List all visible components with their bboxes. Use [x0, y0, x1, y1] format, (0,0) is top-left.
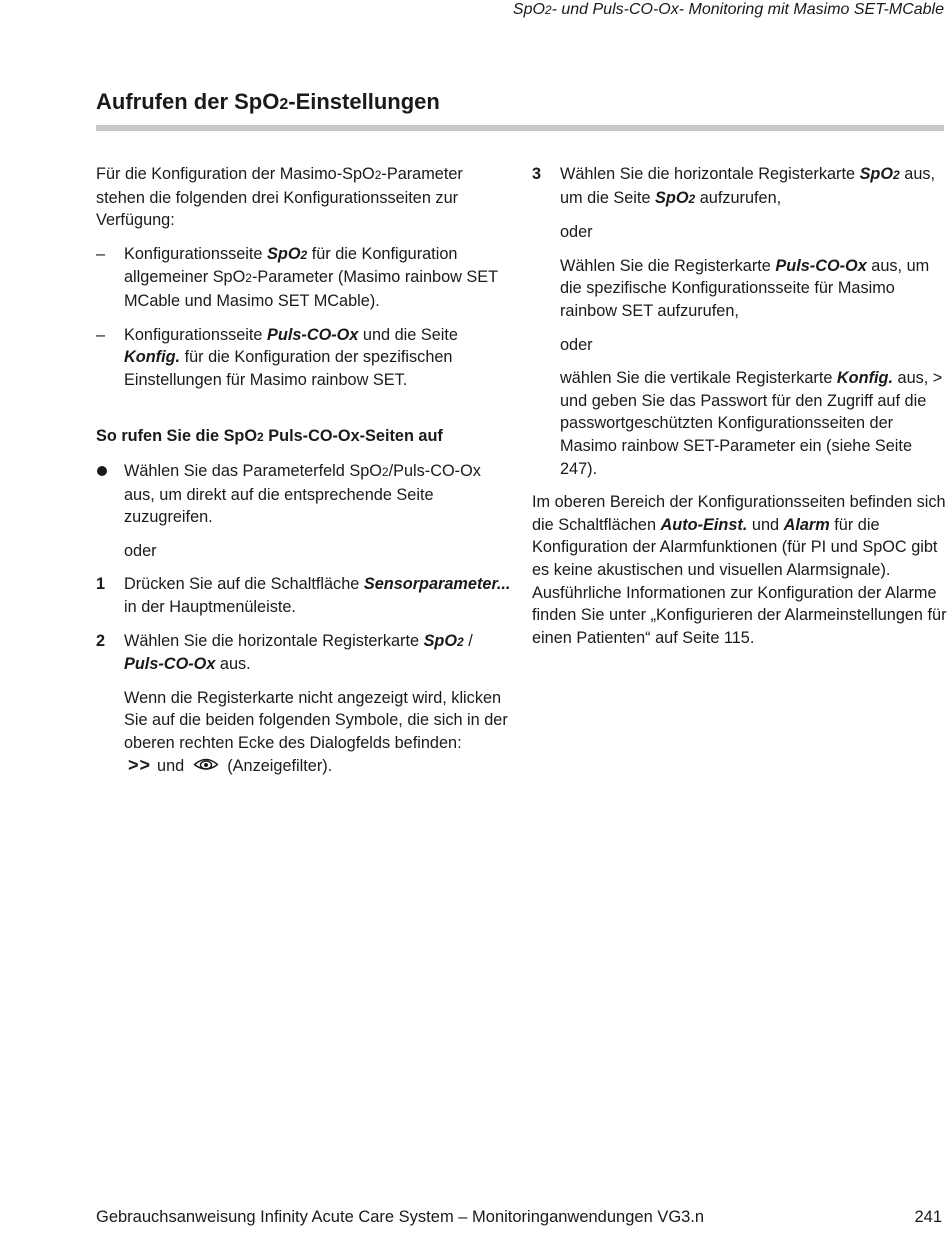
bullet-item: Wählen Sie das Parameterfeld SpO2/Puls-CO-Ox aus, um direkt auf die entsprechende Seite zuzugreifen.: [96, 460, 516, 529]
step-number: 1: [96, 575, 106, 594]
eye-icon: [193, 757, 219, 780]
section-title: Aufrufen der SpO2-Einstellungen: [96, 89, 440, 114]
title-rule: [96, 125, 944, 131]
footer-document-title: Gebrauchsanweisung Infinity Acute Care System – Monitoringanwendungen VG3.n: [96, 1208, 705, 1226]
page-number: 241: [914, 1208, 942, 1226]
intro-paragraph: Für die Konfiguration der Masimo-SpO2-Parameter stehen die folgenden drei Konfigurationsseiten zur Verfügung:: [96, 165, 463, 230]
double-chevron-icon: >>: [128, 755, 152, 776]
dash-marker: –: [96, 244, 106, 263]
right-column: [532, 163, 948, 649]
dash-marker: –: [96, 325, 106, 344]
step-2: 2 Wählen Sie die horizontale Registerkarte SpO2 / Puls-CO-Ox aus.: [96, 631, 473, 674]
step-2-note: Wenn die Registerkarte nicht angezeigt wird, klicken Sie auf die beiden folgenden Symbole, die sich in der oberen rechten Ecke des Dialogfelds befinden: >> und (Anzeigefilter).: [96, 687, 516, 780]
dash-item-spo2: – Konfigurationsseite SpO2 für die Konfiguration allgemeiner SpO2-Parameter (Masimo rainbow SET MCable und Masimo SET MCable).: [96, 244, 498, 310]
oder-text: oder: [124, 541, 157, 560]
step-number: 2: [96, 631, 106, 650]
dash-item-puls-co-ox: – Konfigurationsseite Puls-CO-Ox und die Seite Konfig. für die Konfiguration der spezifischen Einstellungen für Masimo rainbow SET.: [96, 325, 458, 389]
left-column: [96, 163, 516, 780]
buttons-paragraph: Im oberen Bereich der Konfigurationsseiten befinden sich die Schaltflächen Auto-Einst. und Alarm für die Konfiguration der Alarmfunktionen (für PI und SpOC gibt es keine akustischen und visuellen Alarmsignale). Ausführliche Informationen zur Konfiguration der Alarme finden Sie unter „Konfigurieren der Alarmeinstellungen für einen Patienten“ auf Seite 115.: [532, 493, 947, 647]
running-head: SpO2- und Puls-CO-Ox- Monitoring mit Masimo SET-MCable: [512, 1, 944, 18]
step-1: 1 Drücken Sie auf die Schaltfläche Sensorparameter... in der Hauptmenüleiste.: [96, 575, 511, 616]
step-number: 3: [532, 165, 542, 183]
procedure-heading: So rufen Sie die SpO2 Puls-CO-Ox-Seiten auf: [96, 427, 443, 446]
oder-text: oder: [560, 223, 593, 242]
alternative-puls-co-ox: Wählen Sie die Registerkarte Puls-CO-Ox aus, um die spezifische Konfigurationsseite für Masimo rainbow SET aufzurufen,: [560, 256, 930, 320]
bullet-dot-icon: [97, 466, 107, 476]
step-3: 3 Wählen Sie die horizontale Registerkarte SpO2 aus, um die Seite SpO2 aufzurufen,: [532, 165, 936, 207]
alternative-konfig: wählen Sie die vertikale Registerkarte Konfig. aus, > und geben Sie das Passwort für den Zugriff auf die passwortgeschützten Konfigurationsseiten der Masimo rainbow SET-Parameter ein (siehe Seite 247).: [560, 369, 943, 478]
oder-text: oder: [560, 335, 593, 354]
